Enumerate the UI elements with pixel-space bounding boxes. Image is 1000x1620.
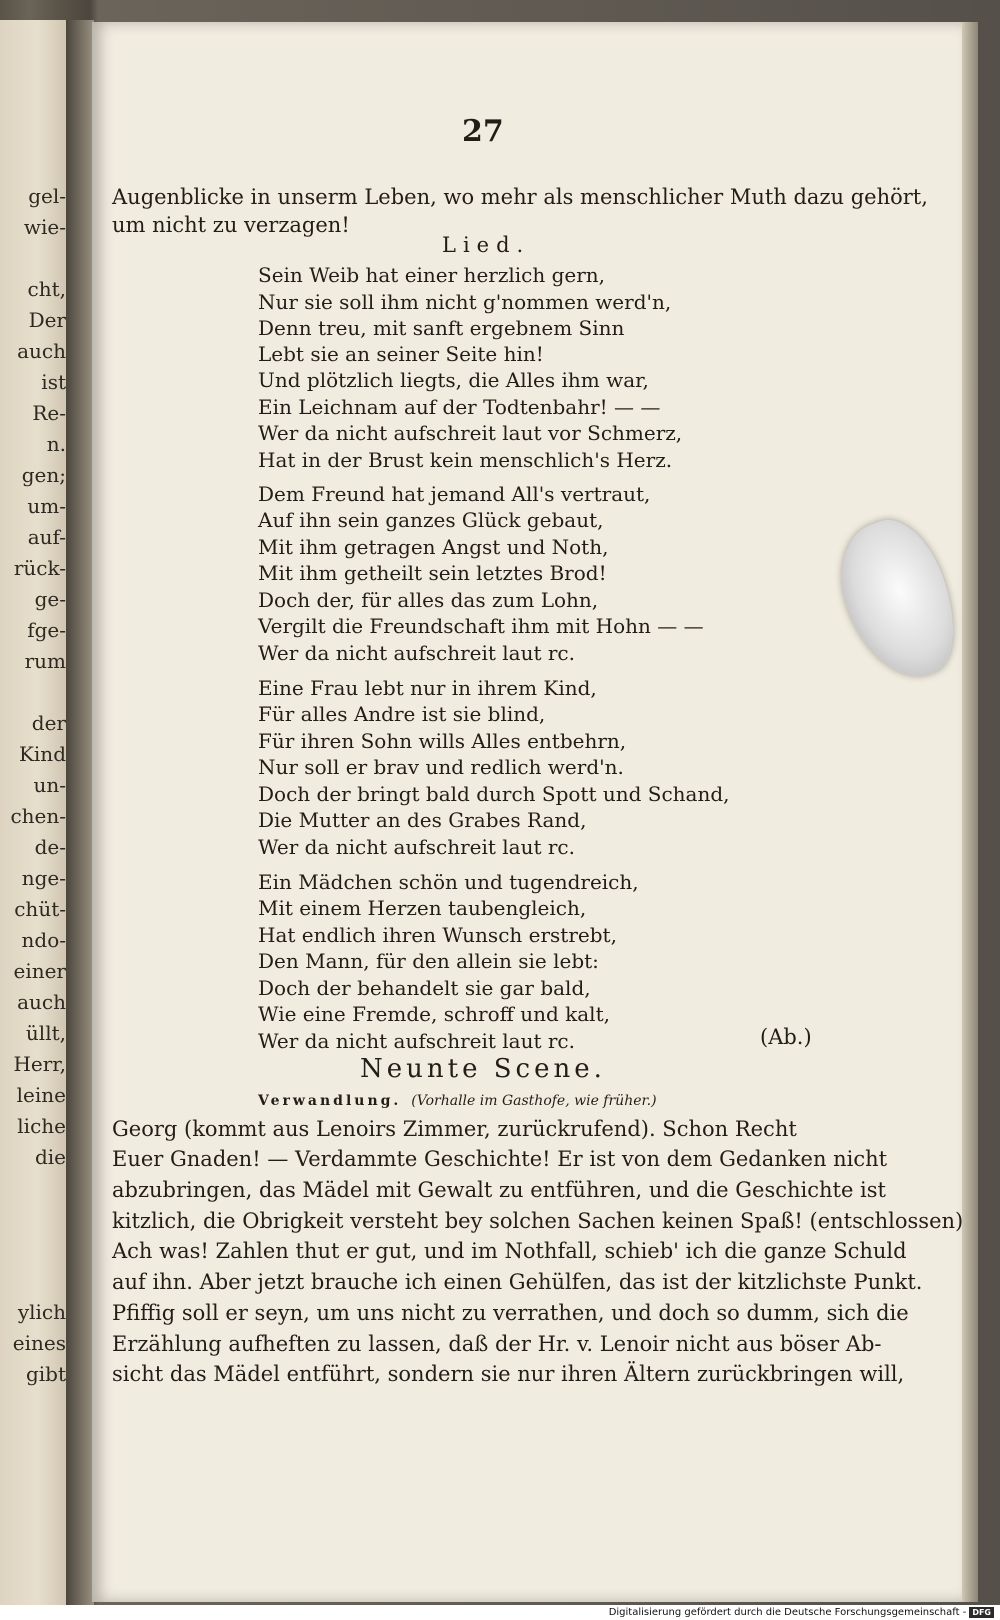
verse-line: Wer da nicht aufschreit laut vor Schmerz,: [258, 421, 683, 445]
digitization-footer: [0, 1605, 1000, 1620]
verse-line: Hat endlich ihren Wunsch erstrebt,: [258, 923, 617, 947]
previous-page-fragment: gibt: [25, 1362, 66, 1386]
verse-line: Ein Mädchen schön und tugendreich,: [258, 870, 639, 894]
previous-page-fragment: auf-: [27, 525, 66, 549]
previous-page-fragment: leine: [16, 1083, 66, 1107]
song-heading: Lied.: [442, 233, 531, 257]
previous-page-fragment: Re-: [32, 401, 66, 425]
previous-page-fragment: [2, 1265, 66, 1297]
dialogue-line: Georg (kommt aus Lenoirs Zimmer, zurückrufend). Schon Recht: [112, 1117, 797, 1141]
intro-line: Augenblicke in unserm Leben, wo mehr als menschlicher Muth dazu gehört,: [112, 185, 928, 209]
verse-line: Doch der, für alles das zum Lohn,: [258, 588, 599, 612]
previous-page-fragment: gel-: [28, 184, 66, 208]
previous-page-fragment: ist: [41, 370, 66, 394]
dialogue-line: abzubringen, das Mädel mit Gewalt zu entführen, und die Geschichte ist: [112, 1178, 886, 1202]
verse-line: Auf ihn sein ganzes Glück gebaut,: [258, 508, 604, 532]
verse-line: Und plötzlich liegts, die Alles ihm war,: [258, 368, 649, 392]
dialogue-line: kitzlich, die Obrigkeit versteht bey solchen Sachen keinen Spaß! (entschlossen): [112, 1209, 964, 1233]
previous-page-fragment: [2, 676, 66, 708]
dialogue-line: auf ihn. Aber jetzt brauche ich einen Gehülfen, das ist der kitzlichste Punkt.: [112, 1270, 923, 1294]
stage-direction-label: Verwandlung.: [258, 1093, 402, 1109]
previous-page-fragment: der: [31, 711, 66, 735]
page-number: 27: [462, 114, 504, 149]
previous-page-fragment: ylich: [17, 1300, 66, 1324]
verse-line: Sein Weib hat einer herzlich gern,: [258, 263, 606, 287]
previous-page-fragment: rück-: [13, 556, 66, 580]
previous-page-fragment: [2, 1172, 66, 1204]
verse-line: Nur soll er brav und redlich werd'n.: [258, 755, 624, 779]
verse-line: Wie eine Fremde, schroff und kalt,: [258, 1002, 610, 1026]
verse-line: Für alles Andre ist sie blind,: [258, 702, 546, 726]
previous-page-fragment: [2, 1234, 66, 1266]
intro-line: um nicht zu verzagen!: [112, 213, 350, 237]
verse-line: Für ihren Sohn wills Alles entbehrn,: [258, 729, 627, 753]
previous-page-fragment: n.: [46, 432, 66, 456]
previous-page-fragment: chen-: [10, 804, 66, 828]
dialogue-line: Erzählung aufheften zu lassen, daß der Hr. v. Lenoir nicht aus böser Ab-: [112, 1332, 882, 1356]
verse-line: Nur sie soll ihm nicht g'nommen werd'n,: [258, 290, 672, 314]
dfg-logo: DFG: [969, 1607, 994, 1618]
previous-page-fragment: auch: [17, 990, 66, 1014]
verse-line: Dem Freund hat jemand All's vertraut,: [258, 482, 651, 506]
verse-line: Den Mann, für den allein sie lebt:: [258, 949, 599, 973]
previous-page-fragment: um-: [27, 494, 66, 518]
dialogue-line: Ach was! Zahlen thut er gut, und im Nothfall, schieb' ich die ganze Schuld: [112, 1239, 907, 1263]
previous-page-fragment: un-: [33, 773, 66, 797]
stage-direction: [258, 1088, 657, 1115]
verse-line: Wer da nicht aufschreit laut rc.: [258, 641, 575, 665]
previous-page-fragment: [2, 1203, 66, 1235]
previous-page-fragment: eines: [12, 1331, 66, 1355]
verse-line: Denn treu, mit sanft ergebnem Sinn: [258, 316, 625, 340]
verse-line: Wer da nicht aufschreit laut rc.: [258, 1029, 575, 1053]
verse-line: Hat in der Brust kein menschlich's Herz.: [258, 448, 673, 472]
previous-page-fragment: gen;: [21, 463, 66, 487]
dialogue-line: Pfiffig soll er seyn, um uns nicht zu verrathen, und doch so dumm, sich die: [112, 1301, 909, 1325]
verse-line: Doch der bringt bald durch Spott und Schand,: [258, 782, 730, 806]
book-gutter: [66, 20, 94, 1605]
dialogue-line: sicht das Mädel entführt, sondern sie nur ihren Ältern zurückbringen will,: [112, 1362, 905, 1386]
previous-page-fragment: ge-: [34, 587, 66, 611]
verse-line: Mit ihm getheilt sein letztes Brod!: [258, 561, 607, 585]
verse-line: Mit ihm getragen Angst und Noth,: [258, 535, 609, 559]
previous-page-fragment: üllt,: [25, 1021, 66, 1045]
previous-page-fragment: ndo-: [21, 928, 66, 952]
verse-line: Eine Frau lebt nur in ihrem Kind,: [258, 676, 597, 700]
page-stack-edge: [962, 22, 978, 1602]
verse-line: Doch der behandelt sie gar bald,: [258, 976, 591, 1000]
previous-page-fragment: nge-: [21, 866, 66, 890]
verse-line: Die Mutter an des Grabes Rand,: [258, 808, 587, 832]
previous-page-fragment: die: [34, 1145, 66, 1169]
previous-page-fragment: liche: [17, 1114, 66, 1138]
previous-page-fragment: Der: [28, 308, 66, 332]
previous-page-fragment: de-: [34, 835, 66, 859]
previous-page-fragment: auch: [17, 339, 66, 363]
verse-line: Lebt sie an seiner Seite hin!: [258, 342, 544, 366]
verse-line: Mit einem Herzen taubengleich,: [258, 896, 587, 920]
previous-page-edge: [0, 20, 68, 1605]
previous-page-fragment: Kind: [18, 742, 66, 766]
dialogue-line: Euer Gnaden! — Verdammte Geschichte! Er ist von dem Gedanken nicht: [112, 1147, 888, 1171]
previous-page-fragment: [2, 242, 66, 274]
previous-page-fragment: einer: [13, 959, 66, 983]
exit-note: (Ab.): [760, 1025, 812, 1049]
previous-page-fragment: cht,: [27, 277, 66, 301]
stage-direction-text: (Vorhalle im Gasthofe, wie früher.): [411, 1093, 657, 1109]
footer-credit: Digitalisierung gefördert durch die Deutsche Forschungsgemeinschaft -: [608, 1607, 967, 1618]
previous-page-fragment: Herr,: [13, 1052, 66, 1076]
previous-page-fragment: fge-: [27, 618, 66, 642]
previous-page-fragment: chüt-: [14, 897, 66, 921]
verse-line: Ein Leichnam auf der Todtenbahr! — —: [258, 395, 661, 419]
previous-page-fragment: rum: [24, 649, 66, 673]
scene-title: Neunte Scene.: [360, 1054, 606, 1084]
previous-page-fragment: wie-: [23, 215, 66, 239]
verse-line: Vergilt die Freundschaft ihm mit Hohn — —: [258, 614, 704, 638]
verse-line: Wer da nicht aufschreit laut rc.: [258, 835, 575, 859]
